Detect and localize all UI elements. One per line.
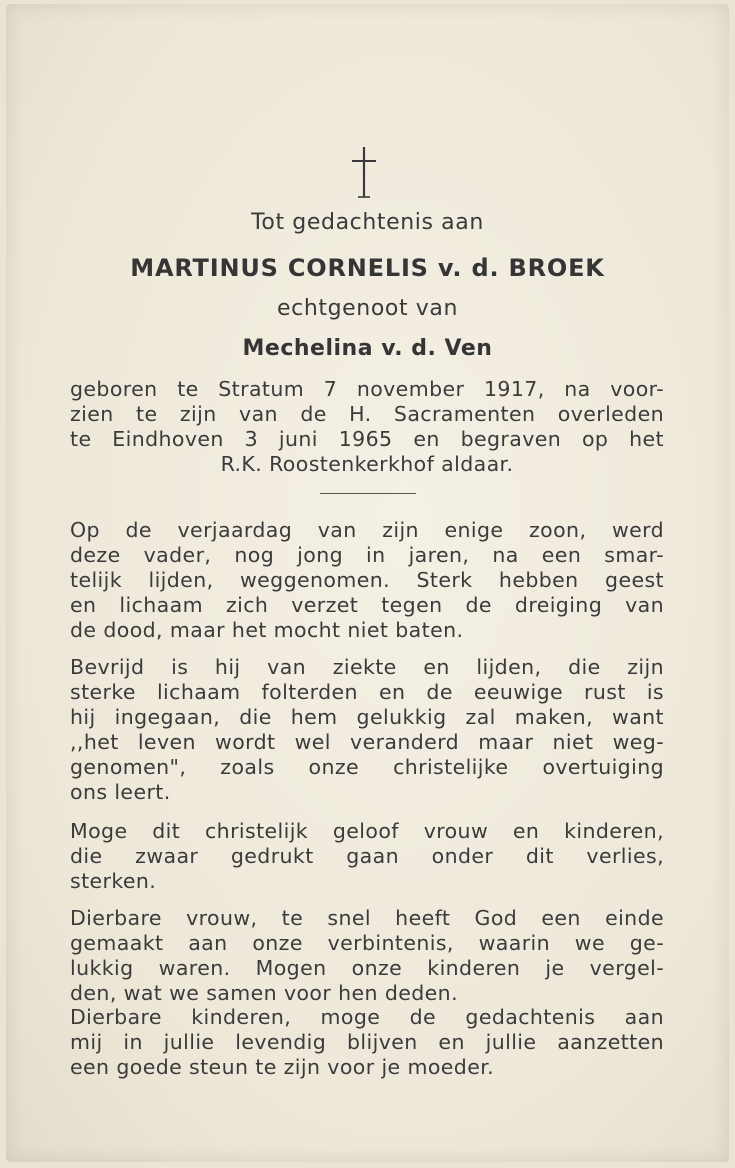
spouse-name: Mechelina v. d. Ven (242, 336, 493, 361)
details-line: R.K. Roostenkerkhof aldaar. (220, 452, 514, 476)
paragraph-line: die zwaar gedrukt gaan onder dit verlies, (70, 844, 664, 868)
deceased-name: MARTINUS CORNELIS v. d. BROEK (130, 254, 605, 282)
paragraph-line: deze vader, nog jong in jaren, na een smar- (70, 543, 664, 567)
paragraph-line: lukkig waren. Mogen onze kinderen je vergel- (70, 956, 664, 980)
paragraph-line: een goede steun te zijn voor je moeder. (70, 1055, 495, 1079)
paragraph-line: mij in jullie levendig blijven en jullie aanzetten (70, 1030, 664, 1054)
paragraph-line: Dierbare kinderen, moge de gedachtenis aan (70, 1005, 664, 1029)
details-line: geboren te Stratum 7 november 1917, na voor- (70, 377, 664, 401)
paragraph-line: Moge dit christelijk geloof vrouw en kinderen, (70, 819, 664, 843)
spouse-label: echtgenoot van (276, 296, 459, 321)
paragraph-line: den, wat we samen voor hen deden. (70, 981, 458, 1005)
paragraph-line: telijk lijden, weggenomen. Sterk hebben geest (70, 568, 664, 592)
paragraph-line: gemaakt aan onze verbintenis, waarin we ge- (70, 931, 664, 955)
cross-icon (347, 144, 381, 200)
paragraph-line: sterke lichaam folterden en de eeuwige rust is (70, 680, 664, 704)
paragraph-line: sterken. (70, 869, 157, 893)
memorial-card (6, 4, 729, 1162)
intro-text: Tot gedachtenis aan (251, 210, 484, 235)
divider (320, 493, 416, 494)
details-line: zien te zijn van de H. Sacramenten overleden (70, 402, 664, 426)
paragraph-line: Bevrijd is hij van ziekte en lijden, die zijn (70, 655, 664, 679)
paragraph-line: de dood, maar het mocht niet baten. (70, 618, 464, 642)
paragraph-line: en lichaam zich verzet tegen de dreiging van (70, 593, 664, 617)
paragraph-line: Dierbare vrouw, te snel heeft God een einde (70, 906, 664, 930)
details-line: te Eindhoven 3 juni 1965 en begraven op het (70, 427, 664, 451)
paragraph-line: ons leert. (70, 780, 171, 804)
paragraph-line: genomen", zoals onze christelijke overtuiging (70, 755, 664, 779)
paragraph-line: hij ingegaan, die hem gelukkig zal maken, want (70, 705, 664, 729)
paragraph-line: Op de verjaardag van zijn enige zoon, werd (70, 518, 664, 542)
paragraph-line: ,,het leven wordt wel veranderd maar niet weg- (70, 730, 664, 754)
